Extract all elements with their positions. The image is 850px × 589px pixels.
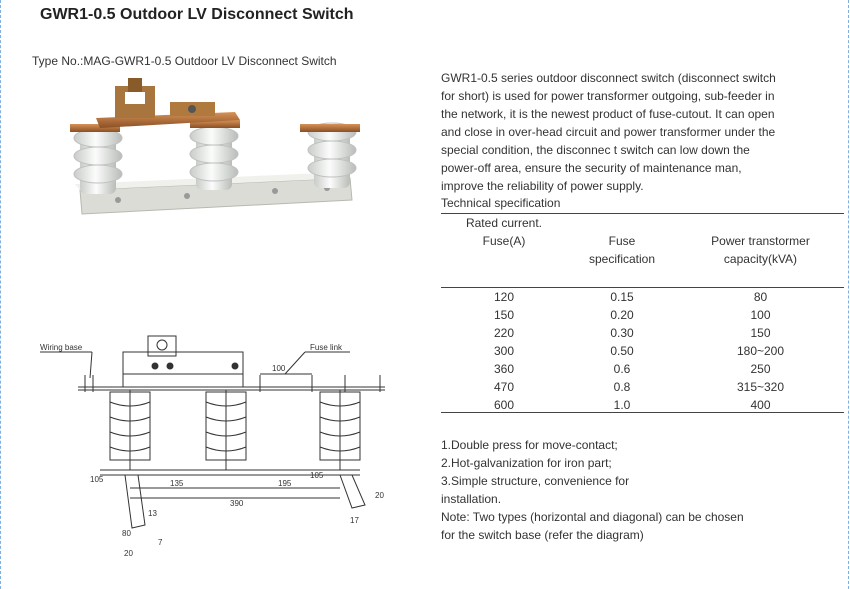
- label-fuse-link: Fuse link: [310, 343, 343, 352]
- dim-195: 195: [278, 479, 292, 488]
- dim-17: 17: [350, 516, 359, 525]
- table-rule-bottom: [441, 412, 844, 413]
- table-row: 120 0.15 80: [493, 290, 768, 304]
- description-line: and close in over-head circuit and power transformer under the: [441, 125, 776, 139]
- feature-line: 2.Hot-galvanization for iron part;: [441, 456, 612, 470]
- page-edge-right: [848, 0, 849, 589]
- spec-table-body: [441, 288, 844, 414]
- dim-100: 100: [272, 364, 286, 373]
- table-row: 600 1.0 400: [493, 398, 771, 412]
- dim-13: 13: [148, 509, 157, 518]
- table-row: 220 0.30 150: [493, 326, 771, 340]
- feature-line: 3.Simple structure, convenience for: [441, 474, 630, 488]
- header-fuse-specification: Fuse specification: [588, 234, 656, 266]
- dim-135: 135: [170, 479, 184, 488]
- header-rated-current: Rated current. Fuse(A): [465, 216, 543, 248]
- description-line: improve the reliability of power supply.: [441, 179, 644, 193]
- feature-line: 1.Double press for move-contact;: [441, 438, 618, 452]
- page-edge-left: [0, 0, 1, 589]
- feature-note: for the switch base (refer the diagram): [441, 528, 644, 542]
- header-transformer-capacity: Power transtormer capacity(kVA): [711, 234, 810, 266]
- dim-390: 390: [230, 499, 244, 508]
- type-number: Type No.:MAG-GWR1-0.5 Outdoor LV Disconnect Switch: [32, 54, 337, 68]
- spec-title: Technical specification: [441, 196, 561, 210]
- dim-20-bottom: 20: [124, 549, 133, 558]
- dim-105-left: 105: [90, 475, 104, 484]
- feature-line: installation.: [441, 492, 502, 506]
- product-photo: [30, 72, 415, 232]
- feature-list: [441, 436, 744, 544]
- table-row: 300 0.50 180~200: [493, 344, 785, 358]
- description-line: GWR1-0.5 series outdoor disconnect switch (disconnect switch: [441, 71, 776, 85]
- table-row: 360 0.6 250: [493, 362, 771, 376]
- feature-note: Note: Two types (horizontal and diagonal) can be chosen: [441, 510, 744, 524]
- table-row: 150 0.20 100: [493, 308, 771, 322]
- description-line: the network, it is the newest product of fuse-cutout. It can open: [441, 107, 775, 121]
- description-line: power-off area, ensure the security of maintenance man,: [441, 161, 742, 175]
- description-line: for short) is used for power transformer outgoing, sub-feeder in: [441, 89, 775, 103]
- table-row: 470 0.8 315~320: [493, 380, 785, 394]
- page-title: GWR1-0.5 Outdoor LV Disconnect Switch: [40, 6, 354, 23]
- product-description: [441, 69, 801, 195]
- dim-20-right: 20: [375, 491, 384, 500]
- label-wiring-base: Wiring base: [40, 343, 83, 352]
- dim-80: 80: [122, 529, 131, 538]
- description-line: special condition, the disconnec t switch can low down the: [441, 143, 750, 157]
- dim-7: 7: [158, 538, 163, 547]
- dim-105-right: 105: [310, 471, 324, 480]
- dimension-diagram: [30, 330, 420, 566]
